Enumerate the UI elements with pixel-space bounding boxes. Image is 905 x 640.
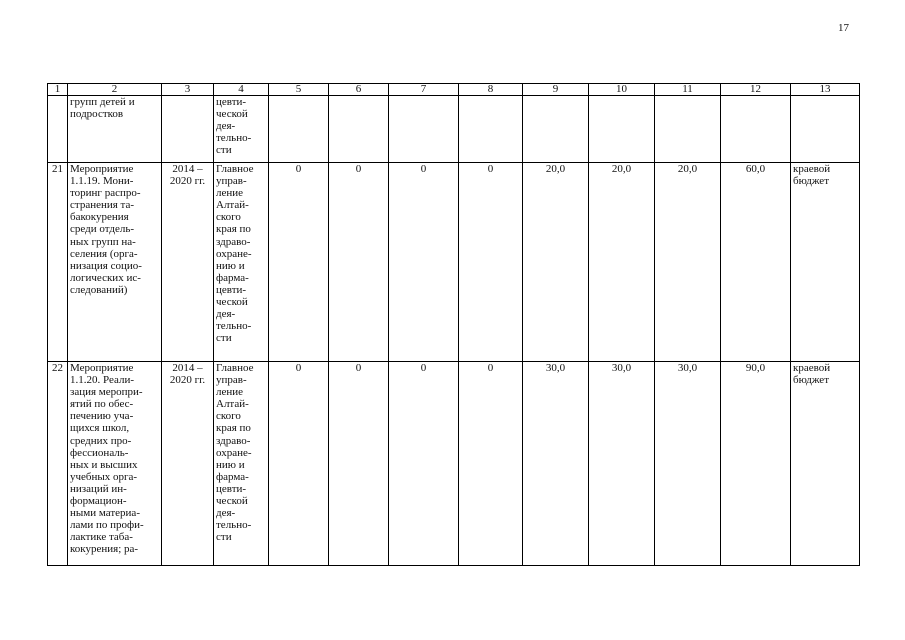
value-cell: 0	[269, 362, 329, 566]
row-number: 22	[48, 362, 68, 566]
funding-source: краевой бюджет	[793, 163, 831, 188]
value-cell: 30,0	[655, 362, 721, 566]
column-header: 10	[589, 84, 655, 96]
column-header: 12	[721, 84, 791, 96]
funding-source: краевой бюджет	[793, 362, 831, 387]
value-cell: 30,0	[523, 362, 589, 566]
value-cell: 20,0	[589, 163, 655, 362]
column-number-row	[48, 84, 860, 96]
activity-name: Мероприятие 1.1.20. Реали- зация меропри- ятий по обес- печению уча- щихся школ, средних про- фессиональ- ных и высших учебных орга- низаций ин- формацион- ными материа- лами по профи- лактике таба- кокурения; ра-	[70, 362, 144, 556]
column-header: 13	[791, 84, 860, 96]
executor-name: Главное управ- ление Алтай- ского края по здраво- охране- нию и фарма- цевти- ческой дея- тельно- сти	[216, 362, 254, 544]
value-cell: 0	[459, 163, 523, 362]
value-cell: 0	[389, 362, 459, 566]
column-header: 6	[329, 84, 389, 96]
period: 2014 – 2020 гг.	[169, 163, 206, 188]
column-header: 1	[48, 84, 68, 96]
value-cell: 60,0	[721, 163, 791, 362]
value-cell: 0	[269, 163, 329, 362]
column-header: 8	[459, 84, 523, 96]
column-header: 9	[523, 84, 589, 96]
value-cell: 0	[389, 163, 459, 362]
table-row	[48, 163, 860, 362]
activity-name: групп детей и подростков	[70, 96, 135, 121]
value-cell: 0	[459, 362, 523, 566]
executor-name: цевти- ческой дея- тельно- сти	[216, 96, 252, 157]
value-cell: 90,0	[721, 362, 791, 566]
activity-name: Мероприятие 1.1.19. Мони- торинг распро- странения та- бакокурения среди отдель- ных групп на- селения (орга- низация социо- логических ис- следований)	[70, 163, 142, 296]
column-header: 5	[269, 84, 329, 96]
value-cell: 30,0	[589, 362, 655, 566]
column-header: 2	[68, 84, 162, 96]
table-row	[48, 362, 860, 566]
column-header: 7	[389, 84, 459, 96]
value-cell: 20,0	[655, 163, 721, 362]
value-cell: 0	[329, 362, 389, 566]
column-header: 3	[162, 84, 214, 96]
column-header: 4	[214, 84, 269, 96]
value-cell: 20,0	[523, 163, 589, 362]
continuation-row	[48, 96, 860, 163]
value-cell: 0	[329, 163, 389, 362]
column-header: 11	[655, 84, 721, 96]
period: 2014 – 2020 гг.	[169, 362, 206, 387]
program-table	[47, 83, 860, 566]
executor-name: Главное управ- ление Алтай- ского края по здраво- охране- нию и фарма- цевти- ческой дея- тельно- сти	[216, 163, 254, 345]
row-number: 21	[48, 163, 68, 362]
page-number: 17	[838, 22, 849, 34]
